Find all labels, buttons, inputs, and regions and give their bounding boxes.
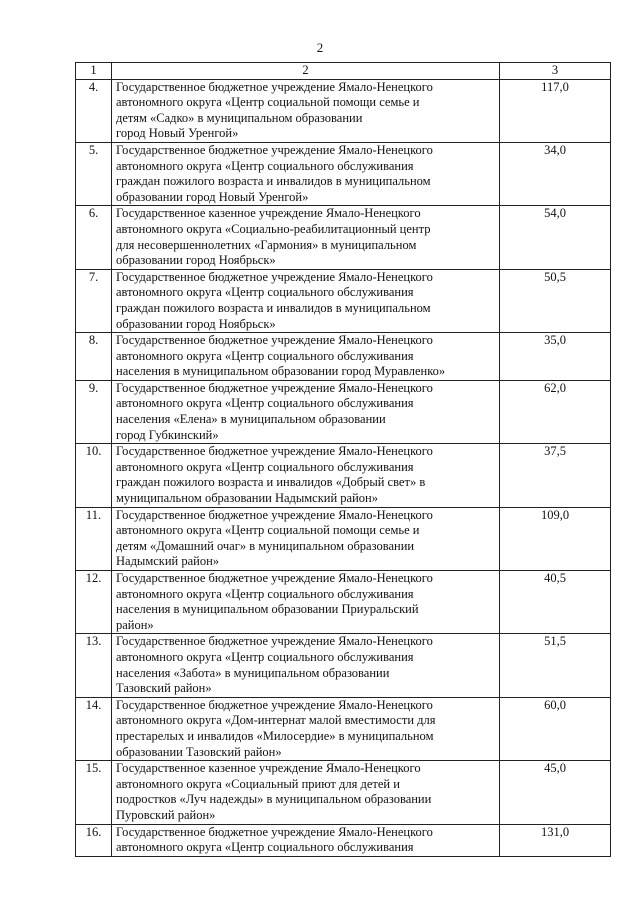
institution-name-cell: Государственное бюджетное учреждение Ямало-Ненецкого автономного округа «Центр социального обслуживания населения в муниципальном образовании город Муравленко»: [112, 333, 500, 381]
table-row: [76, 697, 611, 760]
row-number-cell: 16.: [76, 824, 112, 856]
value-cell: 50,5: [500, 269, 611, 332]
institution-name-cell: Государственное казенное учреждение Ямало-Ненецкого автономного округа «Социально-реабилитационный центр для несовершеннолетних «Гармония» в муниципальном образовании город Ноябрьск»: [112, 206, 500, 269]
institution-name-cell: Государственное бюджетное учреждение Ямало-Ненецкого автономного округа «Дом-интернат малой вместимости для престарелых и инвалидов «Милосердие» в муниципальном образовании Тазовский район»: [112, 697, 500, 760]
value-cell: 45,0: [500, 761, 611, 824]
row-number-cell: 4.: [76, 79, 112, 142]
value-cell: 117,0: [500, 79, 611, 142]
table-row: [76, 79, 611, 142]
institution-name-cell: Государственное бюджетное учреждение Ямало-Ненецкого автономного округа «Центр социального обслуживания граждан пожилого возраста и инвалидов «Добрый свет» в муниципальном образовании Надымский район»: [112, 444, 500, 507]
value-cell: 40,5: [500, 571, 611, 634]
row-number-cell: 6.: [76, 206, 112, 269]
value-cell: 131,0: [500, 824, 611, 856]
value-cell: 62,0: [500, 380, 611, 443]
institution-name-cell: Государственное бюджетное учреждение Ямало-Ненецкого автономного округа «Центр социального обслуживания граждан пожилого возраста и инвалидов в муниципальном образовании город Новый Уренгой»: [112, 142, 500, 205]
value-cell: 37,5: [500, 444, 611, 507]
table-header-row: [76, 63, 611, 80]
row-number-cell: 8.: [76, 333, 112, 381]
table-row: [76, 333, 611, 381]
column-header-1: 1: [76, 63, 112, 80]
page-number: 2: [316, 40, 324, 55]
row-number-cell: 10.: [76, 444, 112, 507]
table-row: [76, 824, 611, 856]
institution-name-cell: Государственное бюджетное учреждение Ямало-Ненецкого автономного округа «Центр социальной помощи семье и детям «Садко» в муниципальном образовании город Новый Уренгой»: [112, 79, 500, 142]
row-number-cell: 9.: [76, 380, 112, 443]
column-header-2: 2: [112, 63, 500, 80]
institution-name-cell: Государственное бюджетное учреждение Ямало-Ненецкого автономного округа «Центр социального обслуживания граждан пожилого возраста и инвалидов в муниципальном образовании город Ноябрьск»: [112, 269, 500, 332]
institution-name-cell: Государственное бюджетное учреждение Ямало-Ненецкого автономного округа «Центр социального обслуживания населения «Забота» в муниципальном образовании Тазовский район»: [112, 634, 500, 697]
table-row: [76, 507, 611, 570]
table-row: [76, 380, 611, 443]
row-number-cell: 7.: [76, 269, 112, 332]
institutions-table: [75, 62, 611, 857]
table-row: [76, 761, 611, 824]
table-row: [76, 571, 611, 634]
row-number-cell: 12.: [76, 571, 112, 634]
table-row: [76, 206, 611, 269]
column-header-3: 3: [500, 63, 611, 80]
value-cell: 109,0: [500, 507, 611, 570]
institution-name-cell: Государственное бюджетное учреждение Ямало-Ненецкого автономного округа «Центр социальной помощи семье и детям «Домашний очаг» в муниципальном образовании Надымский район»: [112, 507, 500, 570]
row-number-cell: 5.: [76, 142, 112, 205]
table-row: [76, 634, 611, 697]
value-cell: 35,0: [500, 333, 611, 381]
row-number-cell: 15.: [76, 761, 112, 824]
institution-name-cell: Государственное бюджетное учреждение Ямало-Ненецкого автономного округа «Центр социального обслуживания: [112, 824, 500, 856]
value-cell: 34,0: [500, 142, 611, 205]
value-cell: 54,0: [500, 206, 611, 269]
value-cell: 51,5: [500, 634, 611, 697]
table-row: [76, 142, 611, 205]
row-number-cell: 14.: [76, 697, 112, 760]
table-row: [76, 269, 611, 332]
institution-name-cell: Государственное бюджетное учреждение Ямало-Ненецкого автономного округа «Центр социального обслуживания населения в муниципальном образовании Приуральский район»: [112, 571, 500, 634]
institution-name-cell: Государственное казенное учреждение Ямало-Ненецкого автономного округа «Социальный приют для детей и подростков «Луч надежды» в муниципальном образовании Пуровский район»: [112, 761, 500, 824]
row-number-cell: 11.: [76, 507, 112, 570]
value-cell: 60,0: [500, 697, 611, 760]
institution-name-cell: Государственное бюджетное учреждение Ямало-Ненецкого автономного округа «Центр социального обслуживания населения «Елена» в муниципальном образовании город Губкинский»: [112, 380, 500, 443]
row-number-cell: 13.: [76, 634, 112, 697]
table-row: [76, 444, 611, 507]
